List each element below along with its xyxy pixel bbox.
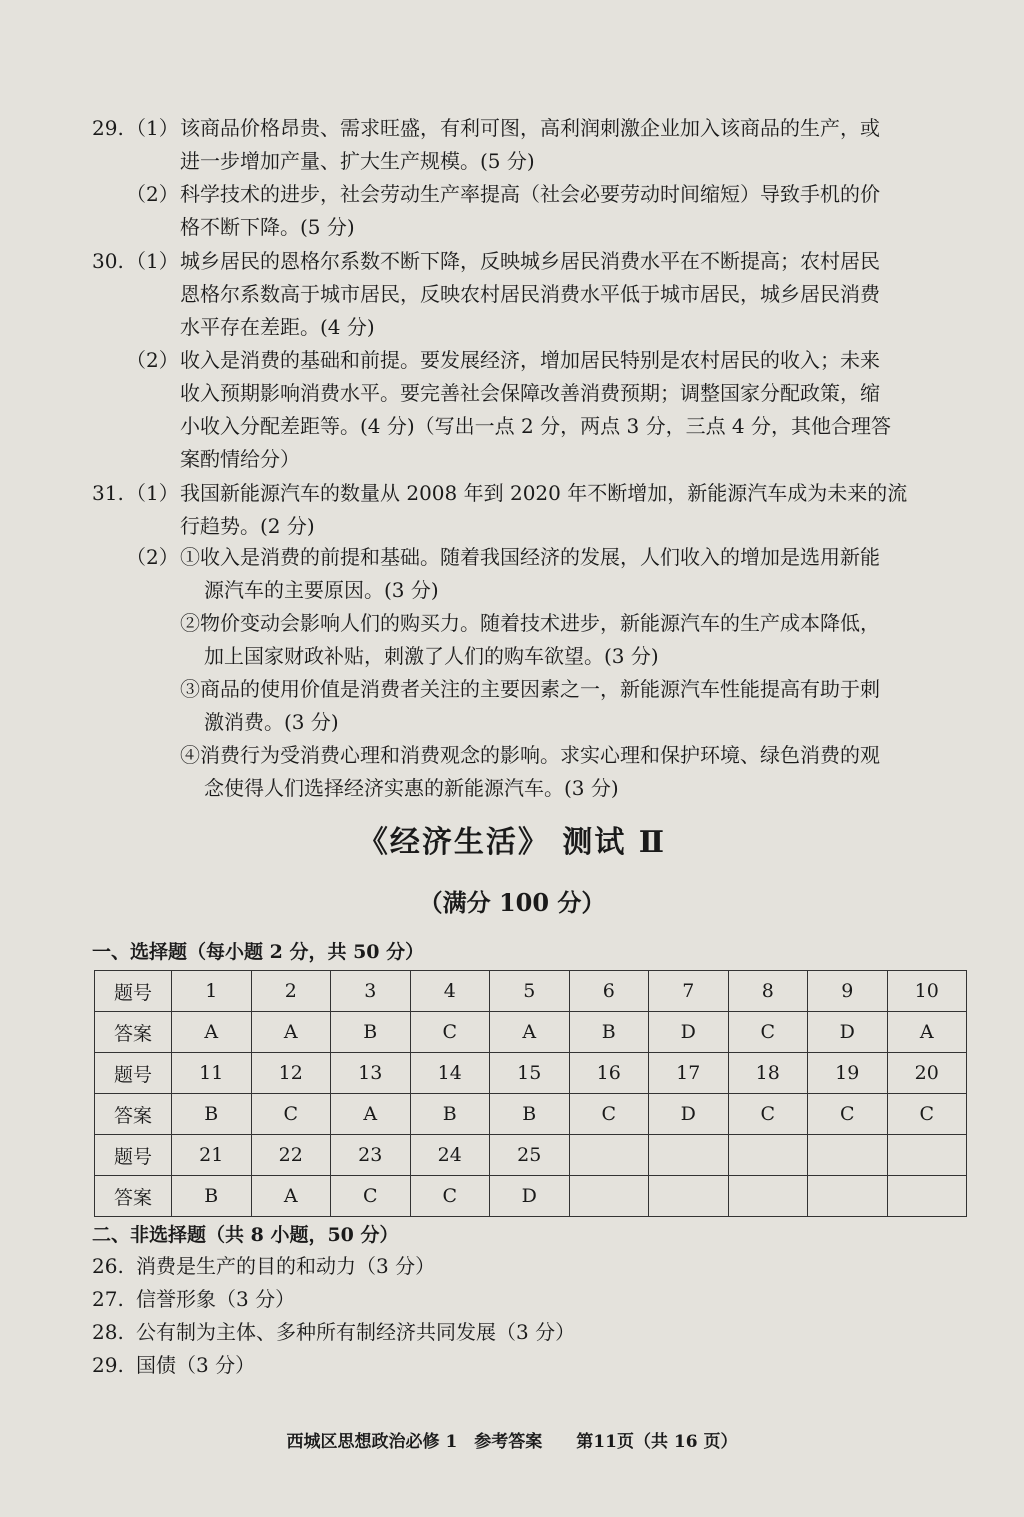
table-cell: 14 — [410, 1053, 490, 1094]
table-cell: D — [649, 1094, 729, 1135]
answer-text: 该商品价格昂贵、需求旺盛，有利可图，高利润刺激企业加入该商品的生产，或 — [180, 116, 880, 140]
answer-text: 案酌情给分） — [180, 447, 300, 471]
question-number: 26. — [92, 1254, 124, 1278]
answer-text: ①收入是消费的前提和基础。随着我国经济的发展，人们收入的增加是选用新能 — [180, 545, 880, 569]
table-cell: 17 — [649, 1053, 729, 1094]
table-row — [95, 971, 967, 1012]
part-tag: （2） — [126, 348, 179, 372]
table-cell — [569, 1176, 649, 1217]
answer-text: 消费是生产的目的和动力（3 分） — [136, 1254, 436, 1278]
question-number: 28. — [92, 1320, 124, 1344]
answer-text: 科学技术的进步，社会劳动生产率提高（社会必要劳动时间缩短）导致手机的价 — [180, 182, 880, 206]
question-number: 31. — [92, 481, 124, 505]
answer-text: 收入预期影响消费水平。要完善社会保障改善消费预期；调整国家分配政策，缩 — [180, 381, 880, 405]
answer-text: 激消费。(3 分) — [204, 710, 339, 734]
table-cell: C — [569, 1094, 649, 1135]
table-label: 答案 — [95, 1176, 172, 1217]
table-cell: 11 — [172, 1053, 252, 1094]
table-cell — [887, 1176, 967, 1217]
table-cell: A — [887, 1012, 967, 1053]
answer-text: 进一步增加产量、扩大生产规模。(5 分) — [180, 149, 535, 173]
part-tag: （1） — [126, 481, 179, 505]
answer-text: 行趋势。(2 分) — [180, 514, 315, 538]
page-title: 《经济生活》 测试 Ⅱ — [357, 825, 667, 860]
table-cell: B — [410, 1094, 490, 1135]
table-cell: B — [569, 1012, 649, 1053]
answer-text: 国债（3 分） — [136, 1353, 256, 1377]
table-cell: 25 — [490, 1135, 570, 1176]
answer-text: 城乡居民的恩格尔系数不断下降，反映城乡居民消费水平在不断提高；农村居民 — [180, 249, 880, 273]
table-cell — [649, 1176, 729, 1217]
table-cell: C — [728, 1012, 808, 1053]
table-cell: 19 — [808, 1053, 888, 1094]
table-label: 答案 — [95, 1012, 172, 1053]
section-heading-choice: 一、选择题（每小题 2 分，共 50 分） — [92, 941, 425, 963]
table-cell: D — [808, 1012, 888, 1053]
answer-text: 公有制为主体、多种所有制经济共同发展（3 分） — [136, 1320, 576, 1344]
table-label: 答案 — [95, 1094, 172, 1135]
table-cell: B — [331, 1012, 411, 1053]
table-cell: C — [728, 1094, 808, 1135]
table-row — [95, 1094, 967, 1135]
table-row — [95, 1135, 967, 1176]
table-cell: D — [490, 1176, 570, 1217]
page-footer: 西城区思想政治必修 1 参考答案 第11页（共 16 页） — [286, 1432, 738, 1452]
part-tag: （1） — [126, 249, 179, 273]
table-cell: B — [172, 1176, 252, 1217]
table-cell — [808, 1176, 888, 1217]
table-cell: C — [331, 1176, 411, 1217]
table-row — [95, 1176, 967, 1217]
table-cell: A — [490, 1012, 570, 1053]
table-label: 题号 — [95, 971, 172, 1012]
table-cell: 1 — [172, 971, 252, 1012]
table-cell: C — [410, 1176, 490, 1217]
table-cell: 8 — [728, 971, 808, 1012]
table-cell: 2 — [251, 971, 331, 1012]
table-cell: B — [490, 1094, 570, 1135]
table-cell — [569, 1135, 649, 1176]
answer-text: 小收入分配差距等。(4 分)（写出一点 2 分，两点 3 分，三点 4 分，其他合理答 — [180, 414, 892, 438]
table-cell: 6 — [569, 971, 649, 1012]
answer-text: 念使得人们选择经济实惠的新能源汽车。(3 分) — [204, 776, 619, 800]
answer-text: ②物价变动会影响人们的购买力。随着技术进步，新能源汽车的生产成本降低， — [180, 611, 880, 635]
answer-text: 格不断下降。(5 分) — [180, 215, 355, 239]
answer-text: ④消费行为受消费心理和消费观念的影响。求实心理和保护环境、绿色消费的观 — [180, 743, 880, 767]
answer-text: 收入是消费的基础和前提。要发展经济，增加居民特别是农村居民的收入；未来 — [180, 348, 880, 372]
table-cell: C — [410, 1012, 490, 1053]
table-cell: 18 — [728, 1053, 808, 1094]
table-cell: A — [251, 1176, 331, 1217]
answer-text: 我国新能源汽车的数量从 2008 年到 2020 年不断增加，新能源汽车成为未来的流 — [180, 481, 908, 505]
table-label: 题号 — [95, 1135, 172, 1176]
table-cell: A — [172, 1012, 252, 1053]
part-tag: （2） — [126, 182, 179, 206]
table-cell: C — [251, 1094, 331, 1135]
table-cell: 5 — [490, 971, 570, 1012]
table-cell: C — [887, 1094, 967, 1135]
answer-text: ③商品的使用价值是消费者关注的主要因素之一，新能源汽车性能提高有助于刺 — [180, 677, 880, 701]
table-cell: A — [251, 1012, 331, 1053]
part-tag: （2） — [126, 545, 179, 569]
table-cell: 24 — [410, 1135, 490, 1176]
table-cell: 15 — [490, 1053, 570, 1094]
question-number: 29. — [92, 1353, 124, 1377]
table-label: 题号 — [95, 1053, 172, 1094]
part-tag: （1） — [126, 116, 179, 140]
table-cell: 21 — [172, 1135, 252, 1176]
table-cell — [887, 1135, 967, 1176]
table-cell: 22 — [251, 1135, 331, 1176]
table-cell: C — [808, 1094, 888, 1135]
table-cell: 7 — [649, 971, 729, 1012]
table-cell: 10 — [887, 971, 967, 1012]
table-cell: 4 — [410, 971, 490, 1012]
question-number: 30. — [92, 249, 124, 273]
question-number: 29. — [92, 116, 124, 140]
answer-text: 源汽车的主要原因。(3 分) — [204, 578, 439, 602]
table-cell: 20 — [887, 1053, 967, 1094]
table-row — [95, 1012, 967, 1053]
table-cell: 12 — [251, 1053, 331, 1094]
answer-table — [94, 970, 967, 1217]
table-cell: 9 — [808, 971, 888, 1012]
table-cell: 16 — [569, 1053, 649, 1094]
section-heading-nonchoice: 二、非选择题（共 8 小题，50 分） — [92, 1224, 399, 1246]
answer-text: 加上国家财政补贴，刺激了人们的购车欲望。(3 分) — [204, 644, 659, 668]
table-cell: A — [331, 1094, 411, 1135]
table-row — [95, 1053, 967, 1094]
answer-text: 水平存在差距。(4 分) — [180, 315, 375, 339]
answer-text: 恩格尔系数高于城市居民，反映农村居民消费水平低于城市居民，城乡居民消费 — [180, 282, 880, 306]
table-cell — [728, 1135, 808, 1176]
table-cell — [649, 1135, 729, 1176]
table-cell — [728, 1176, 808, 1217]
answer-text: 信誉形象（3 分） — [136, 1287, 296, 1311]
table-cell: 3 — [331, 971, 411, 1012]
table-cell — [808, 1135, 888, 1176]
question-number: 27. — [92, 1287, 124, 1311]
table-cell: 13 — [331, 1053, 411, 1094]
table-cell: B — [172, 1094, 252, 1135]
table-cell: D — [649, 1012, 729, 1053]
table-cell: 23 — [331, 1135, 411, 1176]
page-subtitle: （满分 100 分） — [418, 888, 606, 917]
